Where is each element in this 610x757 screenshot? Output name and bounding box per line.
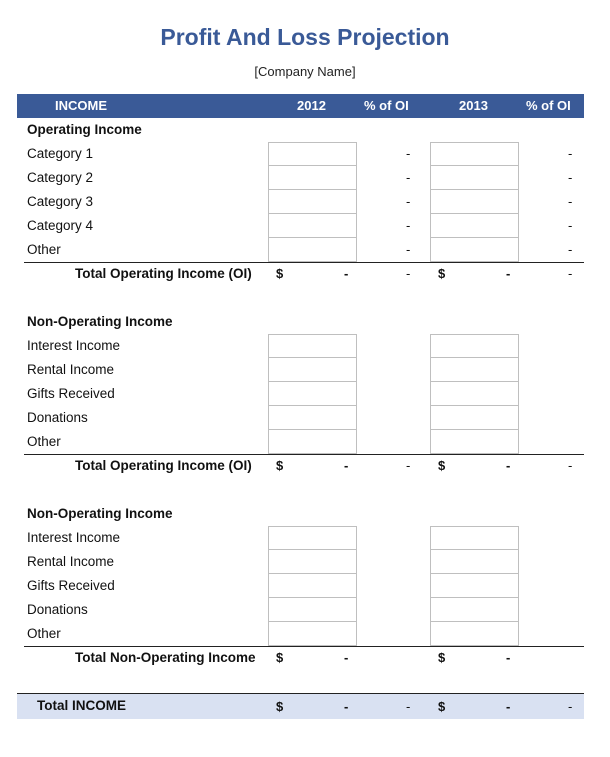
input-cell-2013[interactable] — [430, 622, 519, 646]
table-row — [17, 598, 584, 622]
input-cell-2013[interactable] — [430, 166, 519, 190]
table-row — [17, 214, 584, 238]
header-year-2012: 2012 — [297, 98, 326, 113]
input-cell-2012[interactable] — [268, 238, 357, 262]
currency-symbol: $ — [276, 650, 284, 665]
table-row — [17, 430, 584, 454]
pct-value-2013: - — [568, 218, 573, 233]
total-value-2012: - — [344, 699, 349, 714]
pct-value-2013: - — [568, 170, 573, 185]
input-cell-2012[interactable] — [268, 406, 357, 430]
input-cell-2013[interactable] — [430, 238, 519, 262]
table-row — [17, 526, 584, 550]
total-row — [17, 262, 584, 286]
row-label: Other — [27, 434, 61, 449]
total-label: Total Operating Income (OI) — [75, 458, 252, 473]
pct-value-2012: - — [406, 194, 411, 209]
row-label: Other — [27, 626, 61, 641]
total-row — [17, 454, 584, 478]
input-cell-2013[interactable] — [430, 574, 519, 598]
table-row — [17, 190, 584, 214]
section-heading — [17, 310, 584, 334]
row-label: Rental Income — [27, 554, 115, 569]
table-row — [17, 382, 584, 406]
section-heading-label: Non-Operating Income — [27, 506, 173, 521]
currency-symbol: $ — [276, 699, 284, 714]
row-label: Donations — [27, 410, 88, 425]
pct-value-2012: - — [406, 242, 411, 257]
total-label: Total Non-Operating Income — [75, 650, 256, 665]
input-cell-2012[interactable] — [268, 142, 357, 166]
input-cell-2013[interactable] — [430, 550, 519, 574]
input-cell-2013[interactable] — [430, 430, 519, 454]
total-value-2012: - — [344, 266, 349, 281]
header-pct-of-oi-2013: % of OI — [526, 98, 571, 113]
total-value-2013: - — [506, 458, 511, 473]
input-cell-2012[interactable] — [268, 622, 357, 646]
input-cell-2013[interactable] — [430, 334, 519, 358]
row-label: Category 1 — [27, 146, 94, 161]
row-label: Donations — [27, 602, 88, 617]
total-value-2013: - — [506, 699, 511, 714]
currency-symbol: $ — [276, 458, 284, 473]
header-income: INCOME — [55, 98, 107, 113]
input-cell-2013[interactable] — [430, 598, 519, 622]
total-value-2012: - — [344, 650, 349, 665]
input-cell-2012[interactable] — [268, 598, 357, 622]
pct-value-2013: - — [568, 699, 573, 714]
currency-symbol: $ — [438, 458, 446, 473]
input-cell-2013[interactable] — [430, 526, 519, 550]
table-row — [17, 334, 584, 358]
currency-symbol: $ — [438, 266, 446, 281]
section-heading — [17, 118, 584, 142]
pct-value-2012: - — [406, 170, 411, 185]
row-label: Category 4 — [27, 218, 94, 233]
table-row — [17, 358, 584, 382]
pct-value-2012: - — [406, 699, 411, 714]
input-cell-2013[interactable] — [430, 142, 519, 166]
company-name[interactable]: [Company Name] — [254, 64, 356, 79]
row-label: Interest Income — [27, 338, 121, 353]
input-cell-2012[interactable] — [268, 526, 357, 550]
header-year-2013: 2013 — [459, 98, 488, 113]
row-label: Rental Income — [27, 362, 115, 377]
section-heading — [17, 502, 584, 526]
currency-symbol: $ — [276, 266, 284, 281]
row-label: Gifts Received — [27, 578, 115, 593]
row-label: Category 3 — [27, 194, 94, 209]
total-value-2013: - — [506, 650, 511, 665]
total-income-row — [17, 693, 584, 719]
input-cell-2012[interactable] — [268, 214, 357, 238]
table-row — [17, 142, 584, 166]
table-row — [17, 622, 584, 646]
input-cell-2013[interactable] — [430, 190, 519, 214]
section-heading-label: Non-Operating Income — [27, 314, 173, 329]
row-label: Other — [27, 242, 61, 257]
table-row — [17, 166, 584, 190]
currency-symbol: $ — [438, 650, 446, 665]
total-value-2013: - — [506, 266, 511, 281]
currency-symbol: $ — [438, 699, 446, 714]
pct-value-2012: - — [406, 458, 411, 473]
pct-value-2012: - — [406, 218, 411, 233]
row-label: Category 2 — [27, 170, 94, 185]
table-row — [17, 550, 584, 574]
row-label: Gifts Received — [27, 386, 115, 401]
pct-value-2013: - — [568, 242, 573, 257]
input-cell-2012[interactable] — [268, 382, 357, 406]
table-row — [17, 574, 584, 598]
input-cell-2012[interactable] — [268, 190, 357, 214]
table-row — [17, 238, 584, 262]
page-title: Profit And Loss Projection — [160, 24, 450, 50]
pct-value-2013: - — [568, 458, 573, 473]
table-row — [17, 406, 584, 430]
pct-value-2013: - — [568, 146, 573, 161]
input-cell-2012[interactable] — [268, 166, 357, 190]
total-label: Total Operating Income (OI) — [75, 266, 252, 281]
pct-value-2013: - — [568, 266, 573, 281]
table-header — [17, 94, 584, 118]
pct-value-2013: - — [568, 194, 573, 209]
pct-value-2012: - — [406, 146, 411, 161]
section-heading-label: Operating Income — [27, 122, 142, 137]
input-cell-2013[interactable] — [430, 406, 519, 430]
row-label: Interest Income — [27, 530, 121, 545]
input-cell-2012[interactable] — [268, 550, 357, 574]
pct-value-2012: - — [406, 266, 411, 281]
total-income-label: Total INCOME — [37, 698, 126, 713]
input-cell-2013[interactable] — [430, 358, 519, 382]
input-cell-2013[interactable] — [430, 214, 519, 238]
input-cell-2012[interactable] — [268, 334, 357, 358]
input-cell-2013[interactable] — [430, 382, 519, 406]
total-value-2012: - — [344, 458, 349, 473]
input-cell-2012[interactable] — [268, 430, 357, 454]
input-cell-2012[interactable] — [268, 574, 357, 598]
total-row — [17, 646, 584, 670]
header-pct-of-oi-2012: % of OI — [364, 98, 409, 113]
input-cell-2012[interactable] — [268, 358, 357, 382]
